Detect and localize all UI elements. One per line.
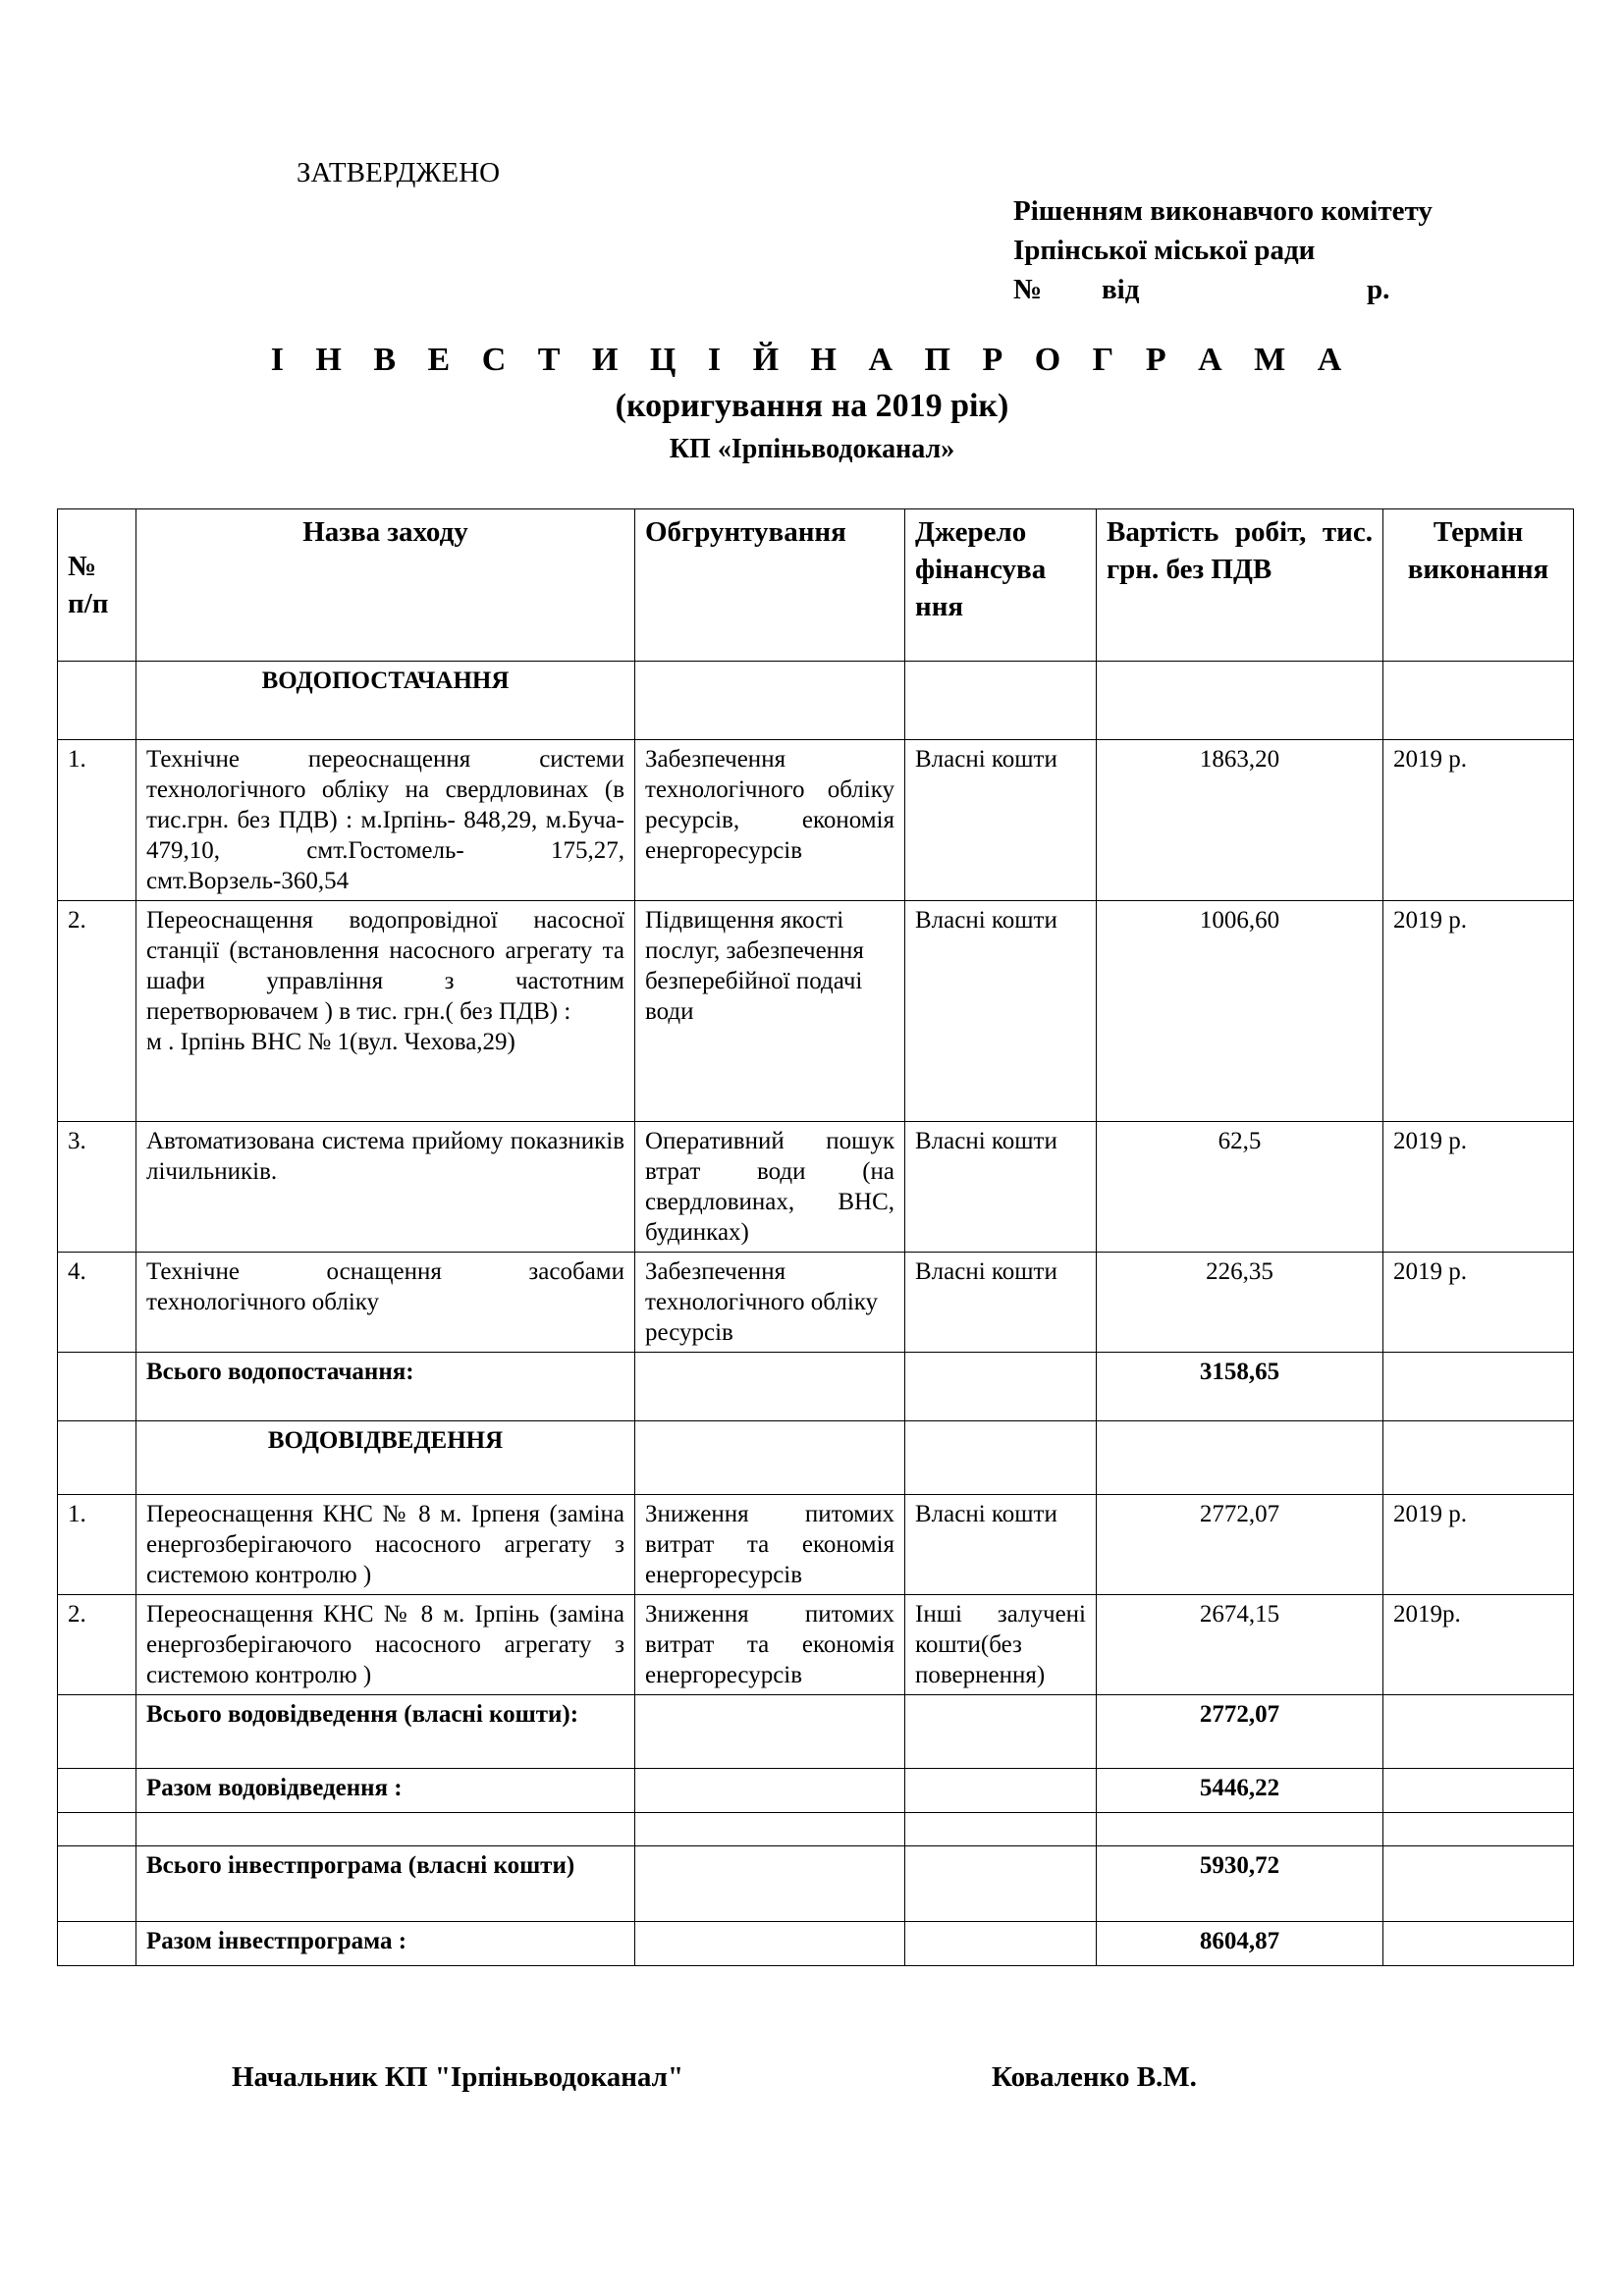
row-cost: 1006,60	[1097, 901, 1383, 1122]
year-suffix: р.	[1367, 274, 1390, 305]
empty-cell	[136, 1813, 635, 1846]
empty-cell	[1383, 1353, 1574, 1421]
row-number: 1.	[58, 740, 136, 901]
section-title-water-supply: ВОДОПОСТАЧАННЯ	[136, 662, 635, 740]
row-name: Технічне переоснащення системи технологічного обліку на свердловинах (в тис.грн. без ПДВ) : м.Ірпінь- 848,29, м.Буча- 479,10, смт.Гостомель- 175,27, смт.Ворзель-360,54	[136, 740, 635, 901]
decision-block	[1013, 191, 1433, 309]
header-cost: Вартість робіт, тис. грн. без ПДВ	[1097, 509, 1383, 662]
document-subtitle: (коригування на 2019 рік)	[615, 388, 1009, 424]
empty-cell	[905, 1922, 1097, 1966]
row-justification: Зниження питомих витрат та економія енергоресурсів	[635, 1595, 905, 1695]
total-drainage-own-label: Всього водовідведення (власні кошти):	[136, 1695, 635, 1769]
approved-label: ЗАТВЕРДЖЕНО	[297, 157, 501, 188]
row-source: Власні кошти	[905, 901, 1097, 1122]
section-title-water-drainage: ВОДОВІДВЕДЕННЯ	[136, 1421, 635, 1495]
table-row	[58, 1495, 1574, 1595]
row-cost: 226,35	[1097, 1253, 1383, 1353]
empty-cell	[905, 1813, 1097, 1846]
row-term: 2019 р.	[1383, 1122, 1574, 1253]
row-number: 2.	[58, 901, 136, 1122]
row-source: Власні кошти	[905, 1122, 1097, 1253]
row-cost: 62,5	[1097, 1122, 1383, 1253]
empty-cell	[635, 662, 905, 740]
signature-position: Начальник КП "Ірпіньводоканал"	[232, 2061, 684, 2093]
empty-cell	[635, 1922, 905, 1966]
row-name: Переоснащення КНС № 8 м. Ірпеня (заміна енергозберігаючого насосного агрегату з системою контролю )	[136, 1495, 635, 1595]
empty-cell	[635, 1421, 905, 1495]
table-row	[58, 1595, 1574, 1695]
empty-cell	[1383, 1813, 1574, 1846]
row-name: Переоснащення КНС № 8 м. Ірпінь (заміна енергозберігаючого насосного агрегату з системою контролю )	[136, 1595, 635, 1695]
empty-cell	[905, 1353, 1097, 1421]
empty-cell	[58, 1769, 136, 1813]
row-number: 2.	[58, 1595, 136, 1695]
program-total-label: Разом інвестпрограма :	[136, 1922, 635, 1966]
row-number: 4.	[58, 1253, 136, 1353]
section-row	[58, 662, 1574, 740]
grand-total-row	[58, 1922, 1574, 1966]
grand-total-row	[58, 1846, 1574, 1922]
row-number: 3.	[58, 1122, 136, 1253]
row-cost: 2772,07	[1097, 1495, 1383, 1595]
empty-cell	[1097, 1421, 1383, 1495]
empty-cell	[635, 1769, 905, 1813]
total-drainage-own-value: 2772,07	[1097, 1695, 1383, 1769]
header-source: Джерело фінансува ння	[905, 509, 1097, 662]
empty-cell	[905, 662, 1097, 740]
subtotal-row	[58, 1695, 1574, 1769]
table-row	[58, 901, 1574, 1122]
empty-cell	[905, 1846, 1097, 1922]
row-term: 2019 р.	[1383, 901, 1574, 1122]
document-title: І Н В Е С Т И Ц І Й Н А П Р О Г Р А М А	[270, 342, 1354, 378]
table-header-row	[58, 509, 1574, 662]
empty-cell	[1383, 1421, 1574, 1495]
empty-cell	[635, 1695, 905, 1769]
row-cost: 1863,20	[1097, 740, 1383, 901]
row-justification: Підвищення якості послуг, забезпечення безперебійної подачі води	[635, 901, 905, 1122]
empty-cell	[1383, 1695, 1574, 1769]
row-source: Інші залучені кошти(без повернення)	[905, 1595, 1097, 1695]
header-num: № п/п	[58, 509, 136, 662]
subtotal-row	[58, 1769, 1574, 1813]
empty-cell	[1383, 662, 1574, 740]
subtotal-row	[58, 1353, 1574, 1421]
empty-cell	[1097, 1813, 1383, 1846]
from-label: від	[1102, 274, 1140, 305]
row-justification: Оперативний пошук втрат води (на свердловинах, ВНС, будинках)	[635, 1122, 905, 1253]
program-total-own-label: Всього інвестпрограма (власні кошти)	[136, 1846, 635, 1922]
program-total-own-value: 5930,72	[1097, 1846, 1383, 1922]
row-justification: Зниження питомих витрат та економія енергоресурсів	[635, 1495, 905, 1595]
empty-cell	[58, 1846, 136, 1922]
row-source: Власні кошти	[905, 740, 1097, 901]
row-name-extra: м . Ірпінь ВНС № 1(вул. Чехова,29)	[146, 1029, 515, 1055]
empty-cell	[58, 1421, 136, 1495]
header-name: Назва заходу	[136, 509, 635, 662]
header-justification: Обгрунтування	[635, 509, 905, 662]
spacer-row	[58, 1813, 1574, 1846]
empty-cell	[635, 1353, 905, 1421]
empty-cell	[58, 662, 136, 740]
row-name: Автоматизована система прийому показників лічильників.	[136, 1122, 635, 1253]
table-row	[58, 1253, 1574, 1353]
row-name	[136, 901, 635, 1122]
program-total-value: 8604,87	[1097, 1922, 1383, 1966]
empty-cell	[58, 1695, 136, 1769]
empty-cell	[58, 1813, 136, 1846]
empty-cell	[635, 1846, 905, 1922]
row-name: Технічне оснащення засобами технологічного обліку	[136, 1253, 635, 1353]
row-term: 2019р.	[1383, 1595, 1574, 1695]
empty-cell	[1383, 1769, 1574, 1813]
empty-cell	[1097, 662, 1383, 740]
row-number: 1.	[58, 1495, 136, 1595]
row-justification: Забезпечення технологічного обліку ресурсів, економія енергоресурсів	[635, 740, 905, 901]
row-term: 2019 р.	[1383, 1495, 1574, 1595]
header-term: Термін виконання	[1383, 509, 1574, 662]
investment-program-table	[57, 508, 1574, 1966]
total-drainage-label: Разом водовідведення :	[136, 1769, 635, 1813]
empty-cell	[905, 1421, 1097, 1495]
row-source: Власні кошти	[905, 1495, 1097, 1595]
empty-cell	[635, 1813, 905, 1846]
row-cost: 2674,15	[1097, 1595, 1383, 1695]
signature-name: Коваленко В.М.	[992, 2061, 1197, 2093]
decision-number-line	[1013, 270, 1426, 309]
empty-cell	[58, 1353, 136, 1421]
empty-cell	[905, 1695, 1097, 1769]
empty-cell	[1383, 1846, 1574, 1922]
table-row	[58, 740, 1574, 901]
row-justification: Забезпечення технологічного обліку ресурсів	[635, 1253, 905, 1353]
total-drainage-value: 5446,22	[1097, 1769, 1383, 1813]
row-name-main: Переоснащення водопровідної насосної станції (встановлення насосного агрегату та шафи управління з частотним перетворювачем ) в тис. грн.( без ПДВ) :	[146, 907, 624, 1025]
total-water-supply-value: 3158,65	[1097, 1353, 1383, 1421]
empty-cell	[58, 1922, 136, 1966]
decision-line-1: Рішенням виконавчого комітету	[1013, 195, 1433, 227]
section-row	[58, 1421, 1574, 1495]
row-term: 2019 р.	[1383, 1253, 1574, 1353]
empty-cell	[1383, 1922, 1574, 1966]
empty-cell	[905, 1769, 1097, 1813]
number-sign: №	[1013, 274, 1043, 305]
total-water-supply-label: Всього водопостачання:	[136, 1353, 635, 1421]
decision-line-2: Ірпінської міської ради	[1013, 235, 1316, 266]
row-source: Власні кошти	[905, 1253, 1097, 1353]
table-row	[58, 1122, 1574, 1253]
row-term: 2019 р.	[1383, 740, 1574, 901]
organization-name: КП «Ірпіньводоканал»	[669, 434, 955, 464]
